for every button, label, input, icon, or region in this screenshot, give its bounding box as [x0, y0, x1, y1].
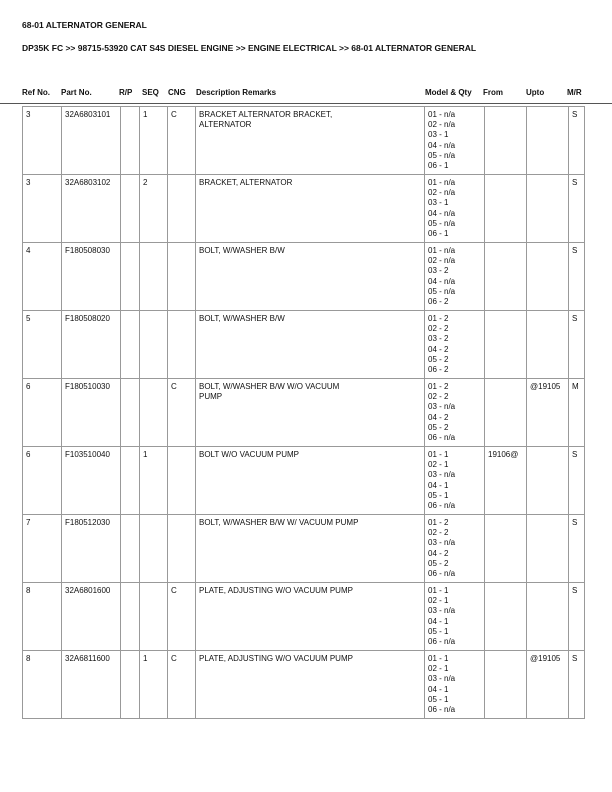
model-qty: 04 - 1 — [428, 480, 449, 490]
header-model: Model & Qty — [425, 88, 472, 97]
cell-model — [425, 175, 485, 243]
model-qty: 05 - n/a — [428, 218, 456, 228]
cell-cng: C — [168, 651, 196, 719]
cell-cng — [168, 175, 196, 243]
cell-desc: PLATE, ADJUSTING W/O VACUUM PUMP — [196, 583, 425, 651]
cell-ref: 8 — [23, 583, 62, 651]
cell-mr: S — [569, 447, 585, 515]
model-qty: 06 - 2 — [428, 297, 449, 307]
cell-rp — [121, 651, 140, 719]
cell-model — [425, 447, 485, 515]
cell-upto: @19105 — [527, 379, 569, 447]
cell-rp — [121, 515, 140, 583]
cell-desc: BRACKET, ALTERNATOR — [196, 175, 425, 243]
cell-cng — [168, 447, 196, 515]
table-header — [0, 88, 612, 102]
cell-ref: 7 — [23, 515, 62, 583]
table-row — [23, 515, 585, 583]
model-qty: 05 - 1 — [428, 694, 449, 704]
cell-ref: 5 — [23, 311, 62, 379]
table-row — [23, 311, 585, 379]
model-qty: 06 - n/a — [428, 501, 456, 511]
header-mr: M/R — [567, 88, 582, 97]
cell-model — [425, 311, 485, 379]
model-qty: 01 - 1 — [428, 654, 449, 663]
cell-mr: S — [569, 107, 585, 175]
model-qty: 04 - n/a — [428, 140, 456, 150]
model-qty: 04 - n/a — [428, 208, 456, 218]
header-upto: Upto — [526, 88, 545, 97]
cell-desc: BOLT, W/WASHER B/W — [196, 243, 425, 311]
header-part: Part No. — [61, 88, 92, 97]
cell-mr: S — [569, 175, 585, 243]
model-qty: 06 - n/a — [428, 637, 456, 647]
model-qty: 05 - 2 — [428, 354, 449, 364]
cell-rp — [121, 107, 140, 175]
cell-ref: 8 — [23, 651, 62, 719]
table-row — [23, 447, 585, 515]
cell-mr: M — [569, 379, 585, 447]
cell-upto — [527, 107, 569, 175]
cell-from — [485, 243, 527, 311]
model-qty: 05 - 1 — [428, 626, 449, 636]
header-desc: Description Remarks — [196, 88, 277, 97]
cell-from — [485, 651, 527, 719]
model-qty: 04 - 1 — [428, 616, 449, 626]
model-qty: 05 - 1 — [428, 490, 449, 500]
cell-upto — [527, 447, 569, 515]
cell-model — [425, 651, 485, 719]
header-ref: Ref No. — [22, 88, 50, 97]
model-qty: 02 - n/a — [428, 120, 456, 130]
cell-from — [485, 515, 527, 583]
table-row — [23, 175, 585, 243]
cell-desc: BOLT, W/WASHER B/W — [196, 311, 425, 379]
cell-desc: BRACKET ALTERNATOR BRACKET, ALTERNATOR — [196, 107, 425, 175]
cell-part: F103510040 — [62, 447, 121, 515]
cell-from — [485, 311, 527, 379]
cell-part: 32A6801600 — [62, 583, 121, 651]
model-qty: 01 - n/a — [428, 246, 456, 255]
model-qty: 06 - 1 — [428, 161, 449, 171]
cell-cng — [168, 243, 196, 311]
model-qty: 06 - 1 — [428, 229, 449, 239]
cell-seq: 1 — [140, 651, 168, 719]
model-qty: 02 - 1 — [428, 596, 449, 606]
cell-from — [485, 175, 527, 243]
model-qty: 06 - n/a — [428, 569, 456, 579]
header-divider — [0, 103, 612, 104]
model-qty: 03 - n/a — [428, 674, 456, 684]
cell-from — [485, 107, 527, 175]
model-qty: 05 - 2 — [428, 422, 449, 432]
cell-part: F180508030 — [62, 243, 121, 311]
cell-seq: 1 — [140, 447, 168, 515]
cell-ref: 6 — [23, 447, 62, 515]
page-title: 68-01 ALTERNATOR GENERAL — [22, 20, 147, 30]
model-qty: 06 - 2 — [428, 365, 449, 375]
cell-seq — [140, 515, 168, 583]
model-qty: 02 - 2 — [428, 324, 449, 334]
cell-cng — [168, 515, 196, 583]
cell-mr: S — [569, 515, 585, 583]
model-qty: 03 - 1 — [428, 130, 449, 140]
cell-desc: BOLT, W/WASHER B/W W/ VACUUM PUMP — [196, 515, 425, 583]
cell-part: 32A6811600 — [62, 651, 121, 719]
cell-seq: 1 — [140, 107, 168, 175]
model-qty: 01 - 1 — [428, 450, 449, 459]
model-qty: 02 - n/a — [428, 256, 456, 266]
model-qty: 03 - n/a — [428, 538, 456, 548]
table-row — [23, 651, 585, 719]
cell-upto: @19105 — [527, 651, 569, 719]
cell-upto — [527, 583, 569, 651]
cell-upto — [527, 175, 569, 243]
cell-part: 32A6803102 — [62, 175, 121, 243]
cell-seq — [140, 379, 168, 447]
cell-rp — [121, 447, 140, 515]
cell-desc: PLATE, ADJUSTING W/O VACUUM PUMP — [196, 651, 425, 719]
model-qty: 04 - n/a — [428, 276, 456, 286]
model-qty: 03 - 2 — [428, 334, 449, 344]
header-from: From — [483, 88, 503, 97]
model-qty: 01 - n/a — [428, 110, 456, 119]
cell-rp — [121, 311, 140, 379]
cell-mr: S — [569, 651, 585, 719]
model-qty: 06 - n/a — [428, 705, 456, 715]
cell-part: 32A6803101 — [62, 107, 121, 175]
cell-rp — [121, 379, 140, 447]
cell-model — [425, 243, 485, 311]
model-qty: 05 - n/a — [428, 286, 456, 296]
cell-rp — [121, 243, 140, 311]
cell-mr: S — [569, 243, 585, 311]
cell-cng: C — [168, 379, 196, 447]
cell-seq — [140, 583, 168, 651]
breadcrumb: DP35K FC >> 98715-53920 CAT S4S DIESEL ENGINE >> ENGINE ELECTRICAL >> 68-01 ALTERNATOR GENERAL — [22, 43, 477, 53]
cell-ref: 4 — [23, 243, 62, 311]
model-qty: 03 - 2 — [428, 266, 449, 276]
model-qty: 06 - n/a — [428, 433, 456, 443]
cell-part: F180510030 — [62, 379, 121, 447]
cell-cng: C — [168, 107, 196, 175]
model-qty: 02 - n/a — [428, 188, 456, 198]
cell-part: F180512030 — [62, 515, 121, 583]
model-qty: 02 - 1 — [428, 664, 449, 674]
model-qty: 05 - 2 — [428, 558, 449, 568]
model-qty: 03 - n/a — [428, 606, 456, 616]
cell-rp — [121, 583, 140, 651]
cell-ref: 3 — [23, 107, 62, 175]
cell-model — [425, 515, 485, 583]
cell-upto — [527, 311, 569, 379]
table-row — [23, 379, 585, 447]
model-qty: 03 - 1 — [428, 198, 449, 208]
cell-ref: 3 — [23, 175, 62, 243]
cell-from — [485, 379, 527, 447]
header-rp: R/P — [119, 88, 133, 97]
model-qty: 04 - 2 — [428, 344, 449, 354]
header-cng: CNG — [168, 88, 186, 97]
cell-model — [425, 583, 485, 651]
model-qty: 01 - 1 — [428, 586, 449, 595]
cell-part: F180508020 — [62, 311, 121, 379]
cell-seq — [140, 243, 168, 311]
cell-seq: 2 — [140, 175, 168, 243]
cell-mr: S — [569, 311, 585, 379]
cell-seq — [140, 311, 168, 379]
cell-ref: 6 — [23, 379, 62, 447]
cell-from — [485, 583, 527, 651]
model-qty: 01 - 2 — [428, 314, 449, 323]
model-qty: 01 - 2 — [428, 518, 449, 527]
model-qty: 04 - 2 — [428, 412, 449, 422]
cell-rp — [121, 175, 140, 243]
model-qty: 02 - 2 — [428, 392, 449, 402]
model-qty: 03 - n/a — [428, 470, 456, 480]
model-qty: 01 - n/a — [428, 178, 456, 187]
model-qty: 04 - 1 — [428, 684, 449, 694]
model-qty: 05 - n/a — [428, 150, 456, 160]
cell-desc: BOLT, W/WASHER B/W W/O VACUUM PUMP — [196, 379, 425, 447]
model-qty: 02 - 1 — [428, 460, 449, 470]
cell-cng: C — [168, 583, 196, 651]
table-row — [23, 107, 585, 175]
table-row — [23, 243, 585, 311]
table-row — [23, 583, 585, 651]
cell-model — [425, 379, 485, 447]
cell-mr: S — [569, 583, 585, 651]
cell-from: 19106@ — [485, 447, 527, 515]
cell-upto — [527, 515, 569, 583]
model-qty: 03 - n/a — [428, 402, 456, 412]
model-qty: 01 - 2 — [428, 382, 449, 391]
parts-table — [22, 106, 585, 719]
header-seq: SEQ — [142, 88, 159, 97]
model-qty: 02 - 2 — [428, 528, 449, 538]
cell-desc: BOLT W/O VACUUM PUMP — [196, 447, 425, 515]
model-qty: 04 - 2 — [428, 548, 449, 558]
cell-upto — [527, 243, 569, 311]
cell-model — [425, 107, 485, 175]
cell-cng — [168, 311, 196, 379]
